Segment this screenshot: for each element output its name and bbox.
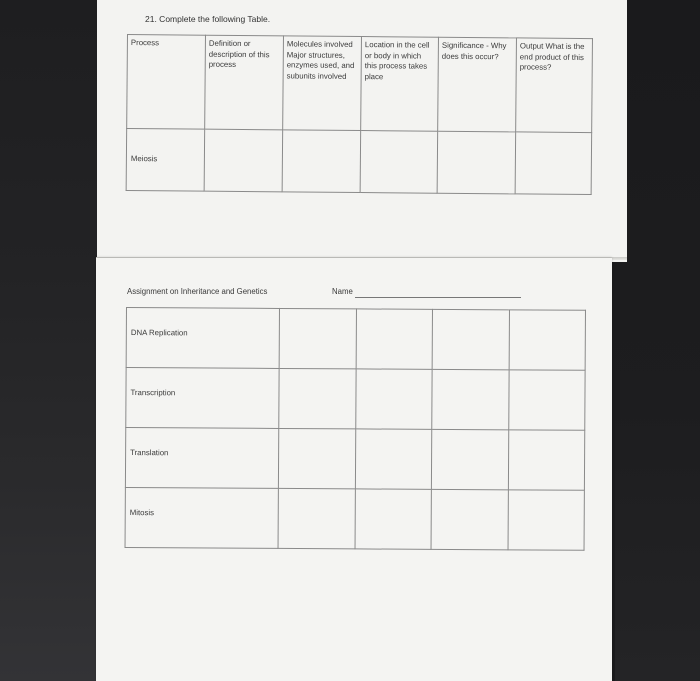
table-cell[interactable] — [437, 131, 516, 194]
assignment-title: Assignment on Inheritance and Genetics — [127, 287, 268, 296]
table-row — [126, 129, 592, 195]
table-cell[interactable] — [278, 428, 355, 488]
table-cell[interactable] — [355, 429, 431, 489]
table-cell[interactable] — [432, 309, 509, 369]
header-definition: Definition or description of this process — [205, 35, 284, 130]
row-label-mitosis: Mitosis — [125, 487, 278, 548]
background-left — [0, 0, 100, 681]
table-cell[interactable] — [508, 430, 584, 490]
table-cell[interactable] — [515, 132, 592, 195]
row-label-dna-replication: DNA Replication — [126, 308, 279, 369]
row-label-meiosis: Meiosis — [126, 129, 205, 192]
table-cell[interactable] — [509, 370, 585, 430]
table-cell[interactable] — [278, 488, 355, 548]
table-row — [126, 308, 585, 371]
name-field[interactable] — [355, 297, 521, 298]
name-label: Name — [332, 287, 353, 296]
process-table — [126, 34, 593, 195]
background-right — [615, 0, 700, 681]
header-molecules: Molecules involved Major structures, enzymes used, and subunits involved — [283, 36, 362, 131]
worksheet-page-top — [97, 0, 627, 262]
header-process: Process — [127, 35, 206, 130]
table-cell[interactable] — [356, 309, 432, 369]
header-output: Output What is the end product of this process? — [516, 38, 593, 133]
table-cell[interactable] — [355, 489, 431, 549]
table-row — [126, 368, 585, 431]
table-cell[interactable] — [360, 131, 438, 194]
table-cell[interactable] — [279, 368, 356, 428]
genetics-table — [125, 307, 586, 551]
table-cell[interactable] — [509, 310, 585, 370]
table-cell[interactable] — [279, 308, 356, 368]
question-title: 21. Complete the following Table. — [145, 14, 271, 24]
table-cell[interactable] — [508, 490, 584, 550]
table-row — [125, 487, 584, 550]
table-cell[interactable] — [432, 369, 509, 429]
row-label-transcription: Transcription — [126, 368, 279, 429]
table-cell[interactable] — [356, 369, 432, 429]
table-cell[interactable] — [204, 129, 283, 192]
table-cell[interactable] — [282, 130, 361, 193]
worksheet-page-bottom — [96, 258, 612, 681]
table-cell[interactable] — [431, 429, 508, 489]
header-significance: Significance - Why does this occur? — [438, 37, 517, 132]
table-header-row — [127, 35, 593, 133]
header-location: Location in the cell or body in which this process takes place — [361, 37, 439, 132]
table-row — [125, 428, 584, 491]
row-label-translation: Translation — [125, 428, 278, 489]
table-cell[interactable] — [431, 489, 508, 549]
